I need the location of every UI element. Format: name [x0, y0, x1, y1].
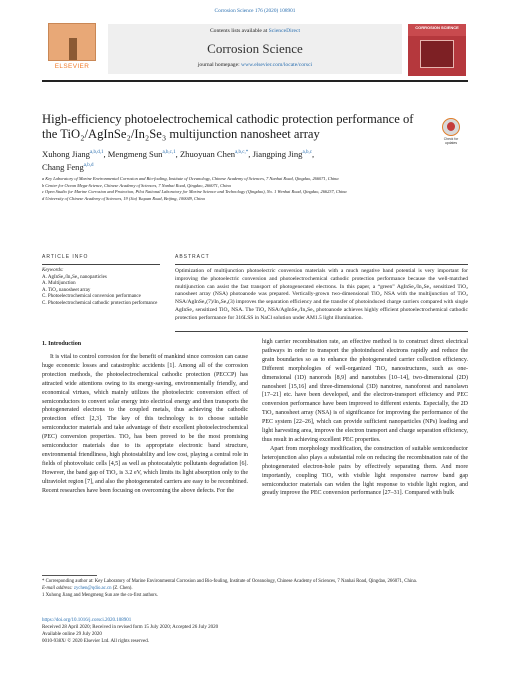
email-note [42, 585, 468, 592]
affiliation-b: b Center for Ocean Mega-Science, Chinese Academy of Sciences, 7 Nanhai Road, Qingdao, 266071, China [42, 182, 231, 188]
author-name[interactable]: Mengmeng Sun [107, 148, 163, 159]
introduction-right-column [262, 338, 468, 498]
email-suffix: (Z. Chen). [111, 586, 133, 591]
keyword-item: A. Multijunction [42, 281, 76, 287]
abstract-text: Optimization of multijunction photoelectric conversion materials with a much negative band potential is very important for improving the photoelectric conversion and photoelectrochemical cathodic protection performance because the well-matched multijunction can assist the fast transport of photogenerated electrons. In this paper, a “green” AgInSe₂/In₂Se₃ sensitized TiO₂ nanosheet array (NSA) photoanode was prepared. Vertically-grown two-dimensional TiO₂ NSA with the multijunction of TiO₂ NSA/AgInSe₂(7)/In₂Se₃(3) improves the separation efficiency and the transfer of photoinduced charge carriers compared with single AgInSe₂ sensitized TiO₂ NSA. The TiO₂ NSA/AgInSe₂/In₂Se₃ photoanode achieves highly efficient photoelectrochemical cathodic protection performance for 316LSS in NaCl solution under AM1.5 light illumination. [175, 268, 468, 321]
contents-line [108, 28, 402, 34]
author-affil-marks[interactable]: a,b,c,* [235, 150, 249, 155]
title-line-1: High-efficiency photoelectrochemical cathodic protection performance of [42, 112, 414, 126]
copyright-notice: 0010-938X/ © 2020 Elsevier Ltd. All rights reserved. [42, 639, 149, 644]
corresponding-author-note: * Corresponding author at: Key Laboratory of Marine Environmental Corrosion and Bio-fouling, Institute of Oceanology, Chinese Academy of Sciences, 7 Nanhai Road, Qingdao, 266071, China. [42, 579, 417, 584]
co-first-author-note: 1 Xuhong Jiang and Mengmeng Sun are the co-first authors. [42, 593, 158, 598]
introduction-left-column [42, 353, 248, 496]
header-divider [42, 80, 468, 82]
abstract-divider [175, 264, 468, 265]
contents-prefix: Contents lists available at [209, 28, 269, 34]
elsevier-logo[interactable] [42, 22, 102, 74]
footnote-divider [42, 575, 97, 576]
available-online-date: Available online 29 July 2020 [42, 632, 102, 637]
keywords-label: Keywords: [42, 268, 64, 273]
keywords-block [42, 268, 160, 308]
title-line-2: the TiO₂/AgInSe₂/In₂Se₃ multijunction nanosheet array [42, 127, 320, 141]
crossmark-label: Check for updates [443, 137, 459, 145]
journal-name: Corrosion Science [207, 41, 303, 56]
journal-homepage-line [108, 62, 402, 68]
intro-paragraph-1: It is vital to control corrosion for the benefit of mankind since corrosion can cause huge economic losses and catastrophic accidents [1]. Among all of the corrosion protection methods, the photoelectrochemical cathodic protection (PECCP) has attracted wide attentions owing to its energy-saving, environmentally friendly, and economical virtues, which mainly utilizes the photoelectric conversion effect of semiconductors to convert solar energy into electrical energy and then transports the photogenerated electrons to the coupled metals, thus achieving the cathodic protection effect [2,3]. The key of this technology is to choose suitable semiconductor materials and take advantage of their excellent photoelectrochemical (PEC) conversion properties. TiO₂ has been proved to be the most promising semiconductor materials due to its appropriate electronic band structure, environmental friendliness, high photostability and low cost, playing a central role in fields of photovoltaic cells [4,5] as well as photocatalytic pollutants degradation [6]. However, the band gap of TiO₂ is 3.2 eV, which limits its light absorption only to the ultraviolet region [7], and also the photogenerated carriers are easy to be recombined. Recent researches have been focusing on overcoming the above defects. For the [42, 354, 248, 494]
affiliations [42, 176, 468, 202]
journal-cover-image[interactable] [408, 24, 466, 76]
email-label: E-mail address: [42, 586, 74, 591]
journal-header [108, 24, 402, 74]
author-affil-marks[interactable]: a,b,d,1 [89, 150, 104, 155]
article-title [42, 112, 422, 142]
abstract-heading: ABSTRACT [175, 254, 210, 260]
author-name[interactable]: Chang Feng [42, 161, 84, 172]
intro-paragraph-1-cont: high carrier recombination rate, an effective method is to construct direct electrical pathways in order to transport the photoinduced electrons rapidly and reduce the grain boundaries so as to enhance the photogenerated carrier collection efficiency. Different morphologies of well-organized TiO₂ nanostructures, such as one-dimensional (1D) nanorods [8,9] and nanotubes [10–14], two-dimensional (2D) nanosheet [15,16] and three-dimensional (3D) nanotree, nanoforest and nanolawn [17–21] etc. have been developed, and the electron-transport efficiency and PEC conversion performance have been improved to different extents. Especially, the 2D TiO₂ nanosheet array (NSA) is of significance for improving the performance of the PEC system [22–26], which can provide sufficient nanoparticles (NPs) loading and light harvesting area, improve the electron transport and charge separation efficiency, thus result in achieving excellent PEC properties. [262, 339, 468, 443]
author-list: Xuhong Jiang$^{a,b,d,1}$, Mengmeng Sun$^{a,b,c,1}$, Zhuoyuan Chen$^{a,b,c,*}$, Jiangping Jing$^{a,b,c}$, Chang Feng$^{a,b,d}$ [42, 148, 315, 172]
author-name[interactable]: Jiangping Jing [252, 148, 303, 159]
sciencedirect-link[interactable]: ScienceDirect [268, 28, 301, 34]
received-dates: Received 28 April 2020; Received in revised form 15 July 2020; Accepted 26 July 2020 [42, 625, 219, 630]
affiliation-d: d University of Chinese Academy of Sciences, 19 (Jia) Yuquan Road, Beijing, 100049, China [42, 195, 205, 201]
crossmark-button[interactable] [440, 118, 462, 148]
affiliation-c: c Open Studio for Marine Corrosion and Protection, Pilot National Laboratory for Marine Science and Technology (Qingdao), No. 1 Wenhai Road, Qingdao, 266237, China [42, 189, 347, 195]
introduction-heading: 1. Introduction [42, 341, 82, 347]
footnotes [42, 578, 468, 599]
homepage-prefix: journal homepage: [197, 62, 242, 68]
article-info-heading: ARTICLE INFO [42, 254, 89, 260]
keyword-item: C. Photoelectrochemical cathodic protection performance [42, 300, 158, 306]
cover-artwork [420, 40, 454, 68]
journal-citation[interactable]: Corrosion Science 176 (2020) 108901 [214, 8, 296, 14]
keyword-item: A. TiO₂ nanosheet array [42, 287, 91, 293]
affiliation-a: a Key Laboratory of Marine Environmental Corrosion and Bio-fouling, Institute of Oceanology, Chinese Academy of Sciences, 7 Nanhai Road, Qingdao, 266071, China [42, 176, 339, 181]
article-info-divider [42, 264, 160, 265]
doi-link[interactable]: https://doi.org/10.1016/j.corsci.2020.108901 [42, 618, 132, 623]
author-name[interactable]: Xuhong Jiang [42, 148, 90, 159]
abstract-bottom-divider [175, 331, 468, 332]
cover-title: CORROSION SCIENCE [408, 24, 466, 36]
intro-paragraph-2: Apart from morphology modification, the construction of suitable semiconductor heterojunction also plays a substantial role on reducing the recombination rate of the photogenerated electron-hole pairs by effectively separating them. And more importantly, coupling TiO₂ with visible light responsive narrow band gap semiconductor materials can widen the light response to visible light region, and greatly improve the PEC conversion performance [27–31]. Compared with bulk [262, 445, 468, 497]
author-affil-marks[interactable]: a,b,d [83, 162, 94, 168]
author-affil-marks[interactable]: a,b,c,1 [162, 150, 176, 155]
author-email-link[interactable]: zychen@qdio.ac.cn [73, 586, 112, 591]
elsevier-wordmark: ELSEVIER [54, 63, 90, 70]
elsevier-tree-icon [48, 23, 96, 61]
author-affil-marks[interactable]: a,b,c [302, 150, 312, 155]
crossmark-icon [442, 118, 460, 136]
keyword-item: C. Photoelectrochemical conversion performance [42, 294, 141, 300]
keyword-item: A. AgInSe₂/In₂Se₃ nanoparticles [42, 274, 107, 280]
journal-homepage-link[interactable]: www.elsevier.com/locate/corsci [241, 62, 313, 68]
publication-info [42, 617, 468, 645]
author-name[interactable]: Zhuoyuan Chen [179, 148, 236, 159]
